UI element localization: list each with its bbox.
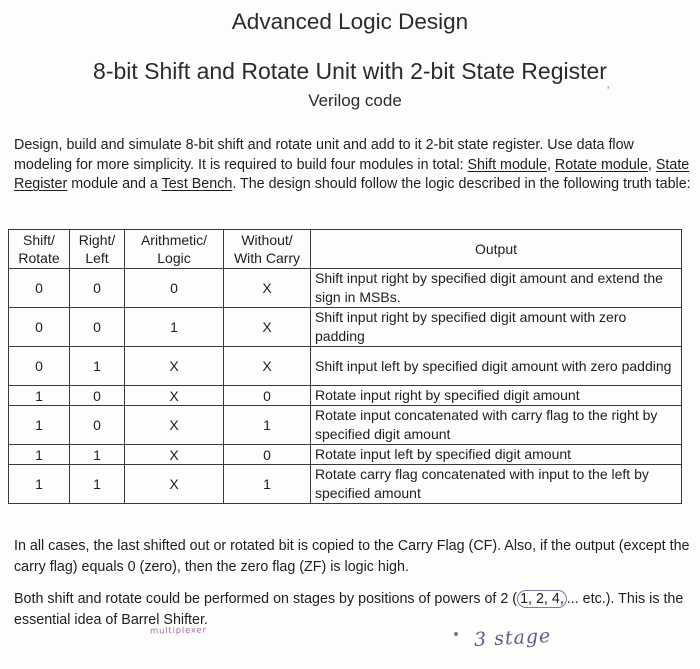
header-shift-rotate: Shift/ Rotate [9, 230, 70, 269]
intro-paragraph: Design, build and simulate 8-bit shift and rotate unit and add to it 2-bit state register. Use data flow modeling for more simplicity. It is required to build four modules in total: Shift module, Rotate module, State Register module and a Test Bench. The design should follow the logic described in the following truth table: [14, 137, 691, 192]
cell-right-left: 1 [70, 465, 125, 504]
cell-right-left: 0 [70, 406, 125, 445]
cell-output: Rotate input right by specified digit amount [311, 386, 682, 406]
table-row [9, 406, 682, 445]
table-row [9, 445, 682, 465]
truth-table [8, 229, 682, 504]
cell-arithmetic-logic: X [125, 465, 224, 504]
cell-arithmetic-logic: X [125, 347, 224, 386]
cell-carry: 1 [224, 465, 311, 504]
cell-arithmetic-logic: X [125, 445, 224, 465]
truth-table-wrap [8, 229, 682, 504]
cell-output: Rotate input left by specified digit amount [311, 445, 682, 465]
cell-shift-rotate: 0 [9, 347, 70, 386]
table-row [9, 386, 682, 406]
cell-arithmetic-logic: X [125, 386, 224, 406]
cell-right-left: 1 [70, 445, 125, 465]
cell-right-left: 0 [70, 386, 125, 406]
cell-shift-rotate: 1 [9, 406, 70, 445]
table-row [9, 347, 682, 386]
header-arithmetic-logic: Arithmetic/ Logic [125, 230, 224, 269]
cell-shift-rotate: 0 [9, 308, 70, 347]
rotate-module-term: Rotate module [554, 156, 648, 173]
table-header-row [9, 230, 682, 269]
header-carry: Without/ With Carry [224, 230, 311, 269]
assignment-subtitle: Verilog code [308, 91, 402, 110]
cell-carry: X [224, 308, 311, 347]
shift-module-term: Shift module [467, 156, 547, 173]
test-bench-term: Test Bench [161, 176, 233, 192]
cell-output: Shift input right by specified digit amount and extend the sign in MSBs. [311, 269, 682, 308]
table-row [9, 465, 682, 504]
header-right-left: Right/ Left [70, 230, 125, 269]
header-output: Output [311, 230, 682, 269]
table-row [9, 269, 682, 308]
cell-arithmetic-logic: X [125, 406, 224, 445]
cell-shift-rotate: 0 [9, 269, 70, 308]
cell-carry: 1 [224, 406, 311, 445]
cell-arithmetic-logic: 0 [125, 269, 224, 308]
cell-carry: 0 [224, 386, 311, 406]
cell-output: Shift input right by specified digit amount with zero padding [311, 308, 682, 347]
cell-right-left: 1 [70, 347, 125, 386]
cell-output: Shift input left by specified digit amount with zero padding [311, 347, 682, 386]
state-register-term: State Register [14, 156, 690, 192]
cell-output: Rotate carry flag concatenated with input to the left by specified amount [311, 465, 682, 504]
carry-flag-note: In all cases, the last shifted out or rotated bit is copied to the Carry Flag (CF). Also, if the output (except the carry flag) equals 0 (zero), then the zero flag (ZF) is logic high. [14, 538, 690, 575]
cell-carry: X [224, 347, 311, 386]
cell-right-left: 0 [70, 269, 125, 308]
pen-dot [454, 632, 458, 636]
circled-powers: 1, 2, 4, [517, 590, 567, 608]
pen-mark: ʼ [607, 86, 610, 97]
assignment-title: 8-bit Shift and Rotate Unit with 2-bit State Register [93, 58, 607, 84]
cell-shift-rotate: 1 [9, 445, 70, 465]
cell-shift-rotate: 1 [9, 386, 70, 406]
cell-shift-rotate: 1 [9, 465, 70, 504]
table-row [9, 308, 682, 347]
cell-output: Rotate input concatenated with carry flag to the right by specified digit amount [311, 406, 682, 445]
handwritten-annotation-multiplexer: multiplexer [149, 625, 207, 637]
handwritten-annotation-stage: 3 stage [473, 624, 552, 652]
cell-arithmetic-logic: 1 [125, 308, 224, 347]
cell-carry: X [224, 269, 311, 308]
cell-carry: 0 [224, 445, 311, 465]
cell-right-left: 0 [70, 308, 125, 347]
course-title: Advanced Logic Design [231, 9, 469, 34]
barrel-shifter-note: Both shift and rotate could be performed on stages by positions of powers of 2 ( 1, 2, 4, ... etc.). This is the essential idea of Barrel Shifter. [14, 591, 684, 628]
